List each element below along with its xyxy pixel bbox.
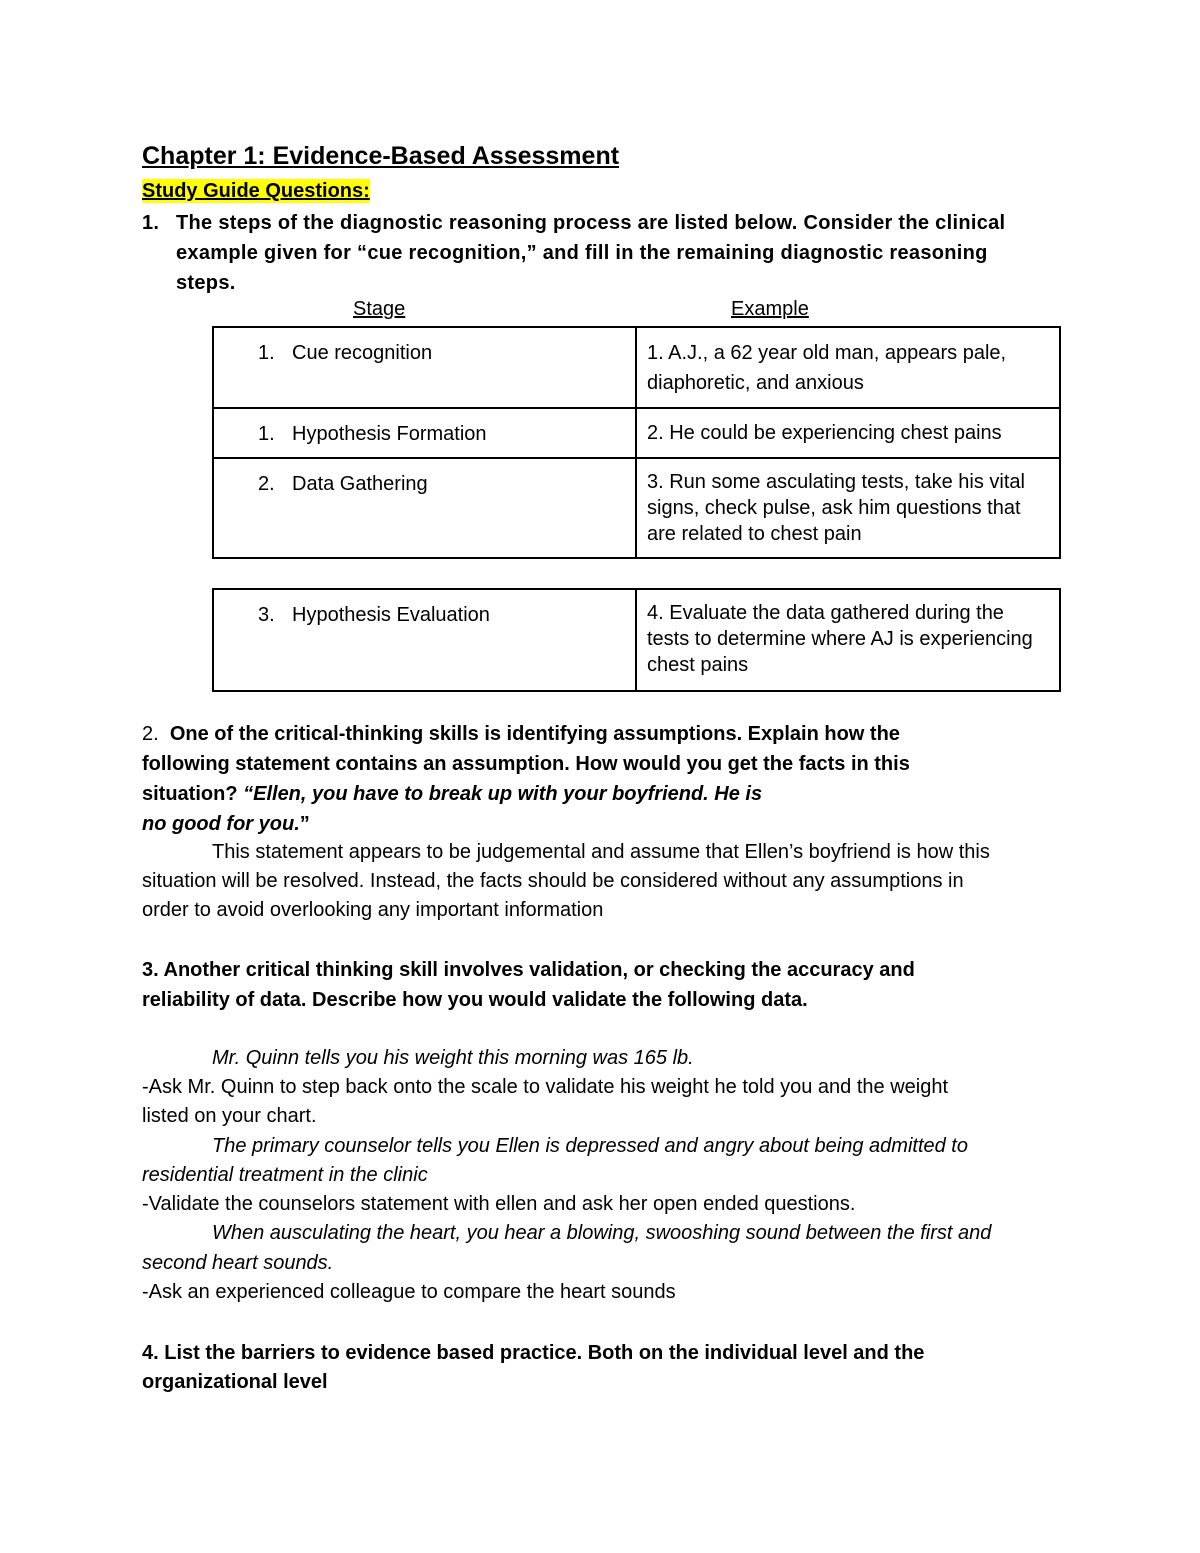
question-2-answer: situation will be resolved. Instead, the facts should be considered without any assumptions in [142, 870, 964, 892]
stage-cell [213, 589, 636, 691]
diagnostic-steps-table-1 [212, 326, 1061, 559]
validation-item: residential treatment in the clinic [142, 1164, 428, 1186]
question-2-text: One of the critical-thinking skills is identifying assumptions. Explain how the [169, 723, 900, 745]
validation-answer: -Ask Mr. Quinn to step back onto the scale to validate his weight he told you and the weight [142, 1076, 949, 1098]
stage-number: 1. [258, 342, 275, 364]
study-guide-heading: Study Guide Questions: [142, 180, 370, 202]
validation-answer: -Validate the counselors statement with ellen and ask her open ended questions. [142, 1193, 856, 1215]
stage-label: Cue recognition [292, 342, 433, 364]
question-2-number: 2. [142, 723, 159, 745]
question-2-quote-end: ” [299, 813, 310, 835]
example-text: 2. He could be experiencing chest pains [647, 422, 1002, 444]
question-3-text: reliability of data. Describe how you would validate the following data. [142, 989, 808, 1011]
example-cell [636, 327, 1060, 408]
validation-item: The primary counselor tells you Ellen is depressed and angry about being admitted to [212, 1135, 968, 1157]
question-2-quote: no good for you. [142, 813, 300, 835]
example-text: 3. Run some asculating tests, take his vital signs, check pulse, ask him questions that are related to chest pain [647, 471, 1025, 545]
table-row [213, 408, 1060, 458]
stage-label: Hypothesis Formation [292, 423, 487, 445]
stage-number: 3. [258, 604, 275, 626]
question-2-text: following statement contains an assumption. How would you get the facts in this [142, 753, 910, 775]
table-row [213, 589, 1060, 691]
diagnostic-steps-table-2 [212, 588, 1061, 692]
column-header-stage: Stage [353, 298, 406, 320]
stage-cell [213, 408, 636, 458]
validation-item: When ausculating the heart, you hear a blowing, swooshing sound between the first and [212, 1222, 992, 1244]
table-row [213, 458, 1060, 558]
question-1-text: The steps of the diagnostic reasoning process are listed below. Consider the clinical example given for “cue recognition,” and fill in the remaining diagnostic reasoning steps. [176, 212, 1006, 294]
question-2-quote: “Ellen, you have to break up with your boyfriend. He is [243, 783, 763, 805]
example-cell [636, 458, 1060, 558]
question-2-answer: order to avoid overlooking any important information [142, 899, 604, 921]
question-2-line [142, 719, 900, 749]
question-2-line [142, 779, 762, 809]
validation-answer: listed on your chart. [142, 1105, 317, 1127]
example-text: 1. A.J., a 62 year old man, appears pale, diaphoretic, and anxious [647, 342, 1007, 394]
stage-cell [213, 327, 636, 408]
stage-number: 2. [258, 473, 275, 495]
validation-item: Mr. Quinn tells you his weight this morning was 165 lb. [212, 1047, 694, 1069]
stage-label: Data Gathering [292, 473, 428, 495]
chapter-title: Chapter 1: Evidence-Based Assessment [142, 142, 620, 170]
question-4-text: 4. List the barriers to evidence based practice. Both on the individual level and the [142, 1342, 925, 1364]
table-row [213, 327, 1060, 408]
stage-number: 1. [258, 423, 275, 445]
question-1-number: 1. [142, 212, 160, 234]
example-text: 4. Evaluate the data gathered during the tests to determine where AJ is experiencing chest pains [647, 602, 1033, 676]
validation-item: second heart sounds. [142, 1252, 334, 1274]
stage-label: Hypothesis Evaluation [292, 604, 490, 626]
question-1 [142, 208, 1026, 298]
question-2-text: situation? [142, 783, 244, 805]
question-3-text: 3. Another critical thinking skill involves validation, or checking the accuracy and [142, 959, 915, 981]
question-2-answer: This statement appears to be judgemental and assume that Ellen’s boyfriend is how this [212, 841, 990, 863]
validation-answer: -Ask an experienced colleague to compare the heart sounds [142, 1281, 676, 1303]
question-2-line [142, 809, 310, 839]
example-cell [636, 589, 1060, 691]
question-4-text: organizational level [142, 1371, 328, 1393]
column-header-example: Example [731, 298, 809, 320]
example-cell [636, 408, 1060, 458]
stage-cell [213, 458, 636, 558]
